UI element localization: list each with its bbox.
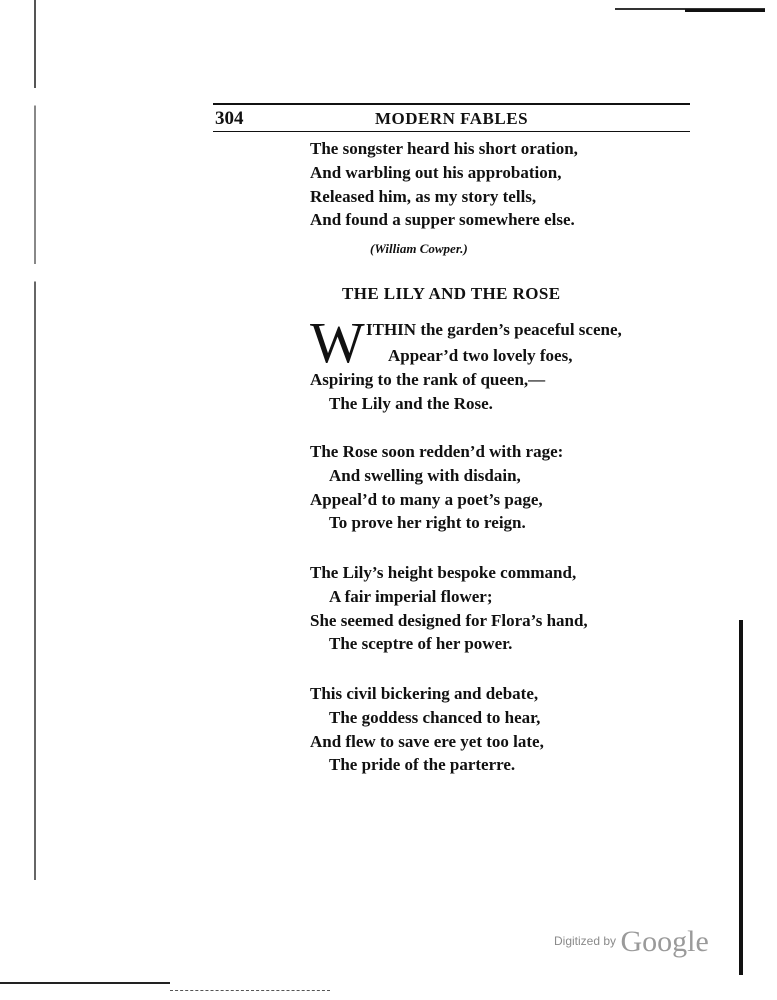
verse-line: The songster heard his short oration,: [310, 139, 578, 158]
watermark-prefix: Digitized by: [554, 934, 617, 948]
verse-line: And found a supper somewhere else.: [310, 210, 575, 230]
verse-line: She seemed designed for Flora’s hand,: [310, 610, 588, 630]
google-logo: Google: [620, 925, 709, 958]
scan-artifact-right-edge: [739, 620, 743, 975]
verse-line: Appear’d two lovely foes,: [388, 346, 573, 365]
verse-line: The pride of the parterre.: [329, 755, 516, 775]
stanza-3: [310, 561, 588, 656]
scan-artifact-bottom: [0, 982, 170, 984]
running-title: MODERN FABLES: [374, 109, 529, 128]
page-number: 304: [215, 108, 244, 129]
poem-title: THE LILY AND THE ROSE: [342, 284, 561, 303]
verse-line: The Lily and the Rose.: [329, 393, 493, 413]
verse-line: Released him, as my story tells,: [310, 186, 537, 206]
drop-cap: W: [310, 310, 365, 375]
verse-line: The Lily’s height bespoke command,: [310, 563, 577, 582]
stanza-1: [310, 344, 572, 415]
scan-artifact-left-edge: [34, 0, 36, 880]
digitized-by-watermark: [554, 925, 709, 959]
verse-line: To prove her right to reign.: [329, 513, 526, 533]
verse-line: Appeal’d to many a poet’s page,: [310, 489, 543, 509]
verse-line: The sceptre of her power.: [329, 634, 513, 654]
previous-poem-ending: [310, 137, 578, 232]
scan-artifact-top-thick: [685, 9, 765, 12]
verse-line: The Rose soon redden’d with rage:: [310, 442, 564, 461]
verse-line: This civil bickering and debate,: [310, 684, 539, 703]
scan-artifact-bottom-dashed: [170, 990, 330, 991]
verse-line: A fair imperial flower;: [329, 586, 493, 606]
running-header: [213, 103, 690, 132]
verse-line-first: ITHIN the garden’s peaceful scene,: [366, 320, 622, 339]
poem-attribution: (William Cowper.): [370, 241, 468, 256]
verse-line: And flew to save ere yet too late,: [310, 731, 544, 751]
verse-line: And warbling out his approbation,: [310, 162, 562, 182]
verse-line: The goddess chanced to hear,: [329, 707, 541, 727]
verse-line: And swelling with disdain,: [329, 465, 521, 485]
verse-line: Aspiring to the rank of queen,—: [310, 369, 546, 389]
stanza-4: [310, 682, 544, 777]
stanza-2: [310, 440, 563, 535]
